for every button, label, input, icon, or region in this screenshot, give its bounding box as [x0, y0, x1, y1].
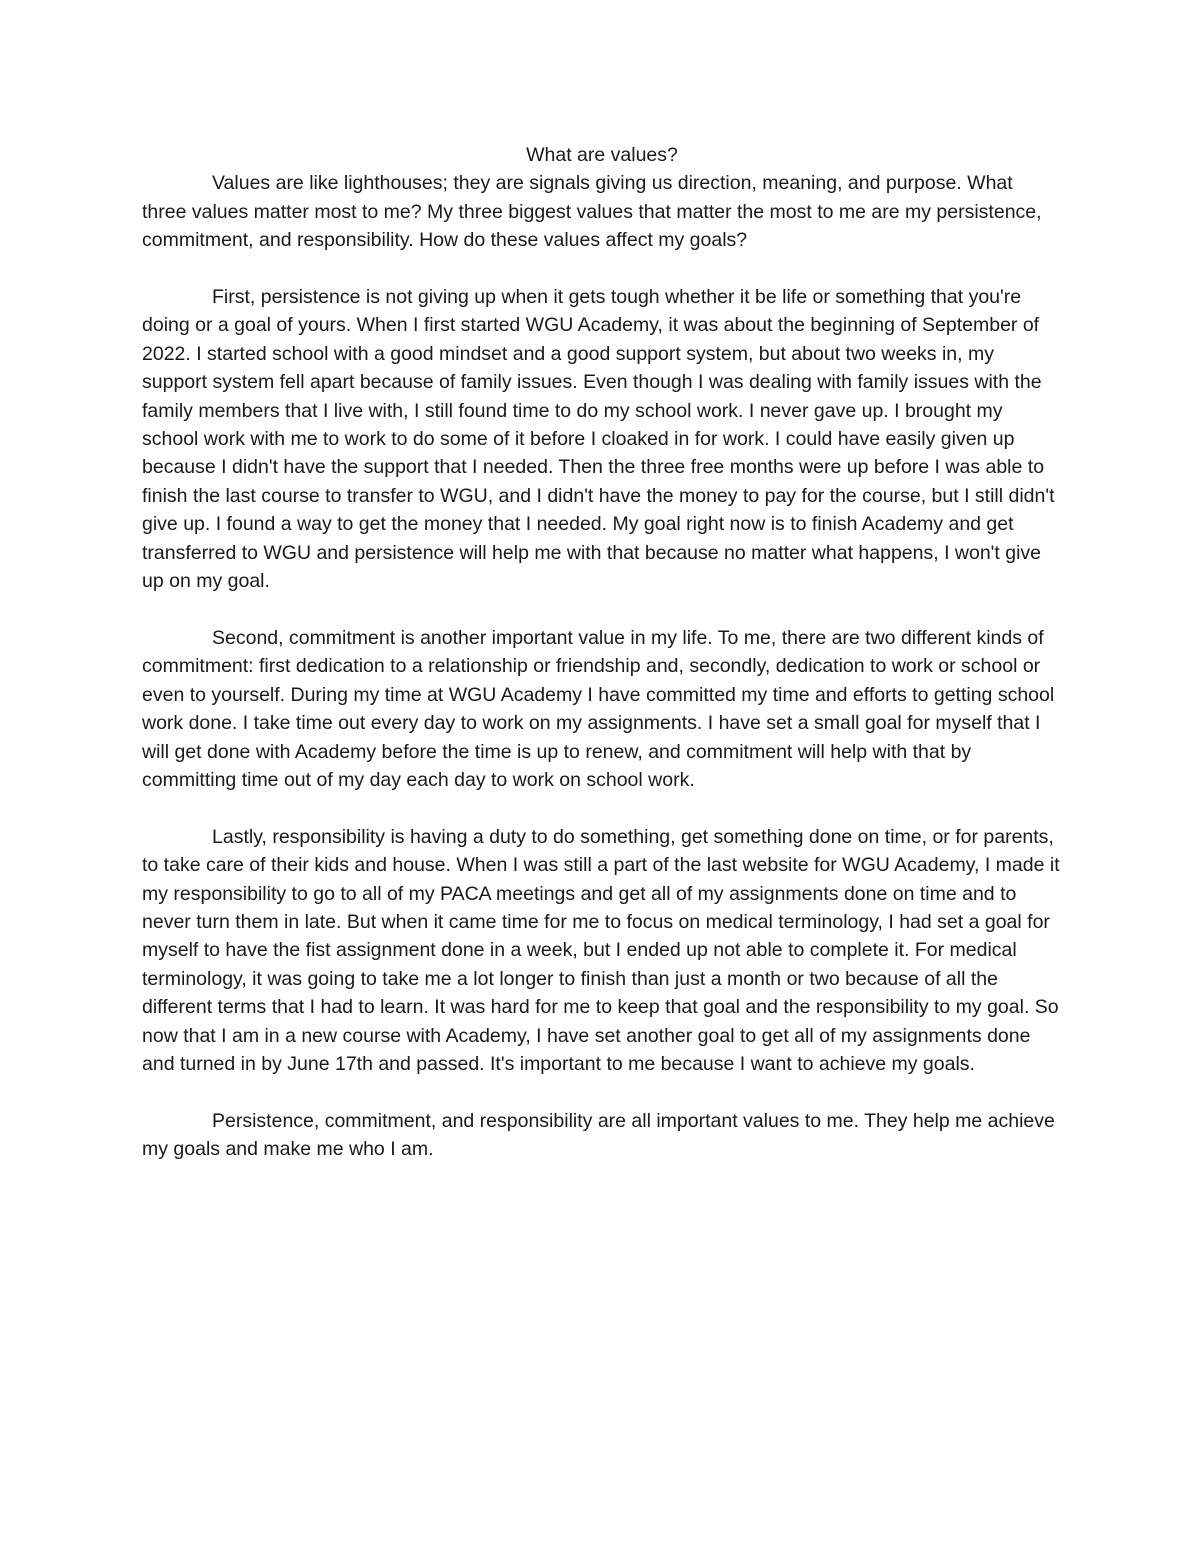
paragraph-spacer [142, 794, 1062, 822]
paragraph-persistence: First, persistence is not giving up when it gets tough whether it be life or something that you're doing or a goal of yours. When I first started WGU Academy, it was about the beginning of September of 2022. I started school with a good mindset and a good support system, but about two weeks in, my support system fell apart because of family issues. Even though I was dealing with family issues with the family members that I live with, I still found time to do my school work. I never gave up. I brought my school work with me to work to do some of it before I cloaked in for work. I could have easily given up because I didn't have the support that I needed. Then the three free months were up before I was able to finish the last course to transfer to WGU, and I didn't have the money to pay for the course, but I still didn't give up. I found a way to get the money that I needed. My goal right now is to finish Academy and get transferred to WGU and persistence will help me with that because no matter what happens, I won't give up on my goal. [142, 286, 1055, 593]
page-title: What are values? [526, 144, 678, 166]
paragraph-spacer [142, 1078, 1062, 1106]
paragraph-responsibility: Lastly, responsibility is having a duty to do something, get something done on time, or for parents, to take care of their kids and house. When I was still a part of the last website for WGU Academy, I made it my responsibility to go to all of my PACA meetings and get all of my assignments done on time and to never turn them in late. But when it came time for me to focus on medical terminology, I had set a goal for myself to have the fist assignment done in a week, but I ended up not able to complete it. For medical terminology, it was going to take me a lot longer to finish than just a month or two because of all the different terms that I had to learn. It was hard for me to keep that goal and the responsibility to my goal. So now that I am in a new course with Academy, I have set another goal to get all of my assignments done and turned in by June 17th and passed. It's important to me because I want to achieve my goals. [142, 825, 1060, 1075]
paragraph-spacer [142, 255, 1062, 283]
document-body [142, 141, 1062, 1164]
paragraph-spacer [142, 595, 1062, 623]
paragraph-intro: Values are like lighthouses; they are signals giving us direction, meaning, and purpose. What three values matter most to me? My three biggest values that matter the most to me are my persistence, commitment, and responsibility. How do these values affect my goals? [142, 172, 1042, 252]
paragraph-commitment: Second, commitment is another important value in my life. To me, there are two different kinds of commitment: first dedication to a relationship or friendship and, secondly, dedication to work or school or even to yourself. During my time at WGU Academy I have committed my time and efforts to getting school work done. I take time out every day to work on my assignments. I have set a small goal for myself that I will get done with Academy before the time is up to renew, and commitment will help with that by committing time out of my day each day to work on school work. [142, 626, 1055, 791]
paragraph-conclusion: Persistence, commitment, and responsibility are all important values to me. They help me achieve my goals and make me who I am. [142, 1109, 1055, 1161]
